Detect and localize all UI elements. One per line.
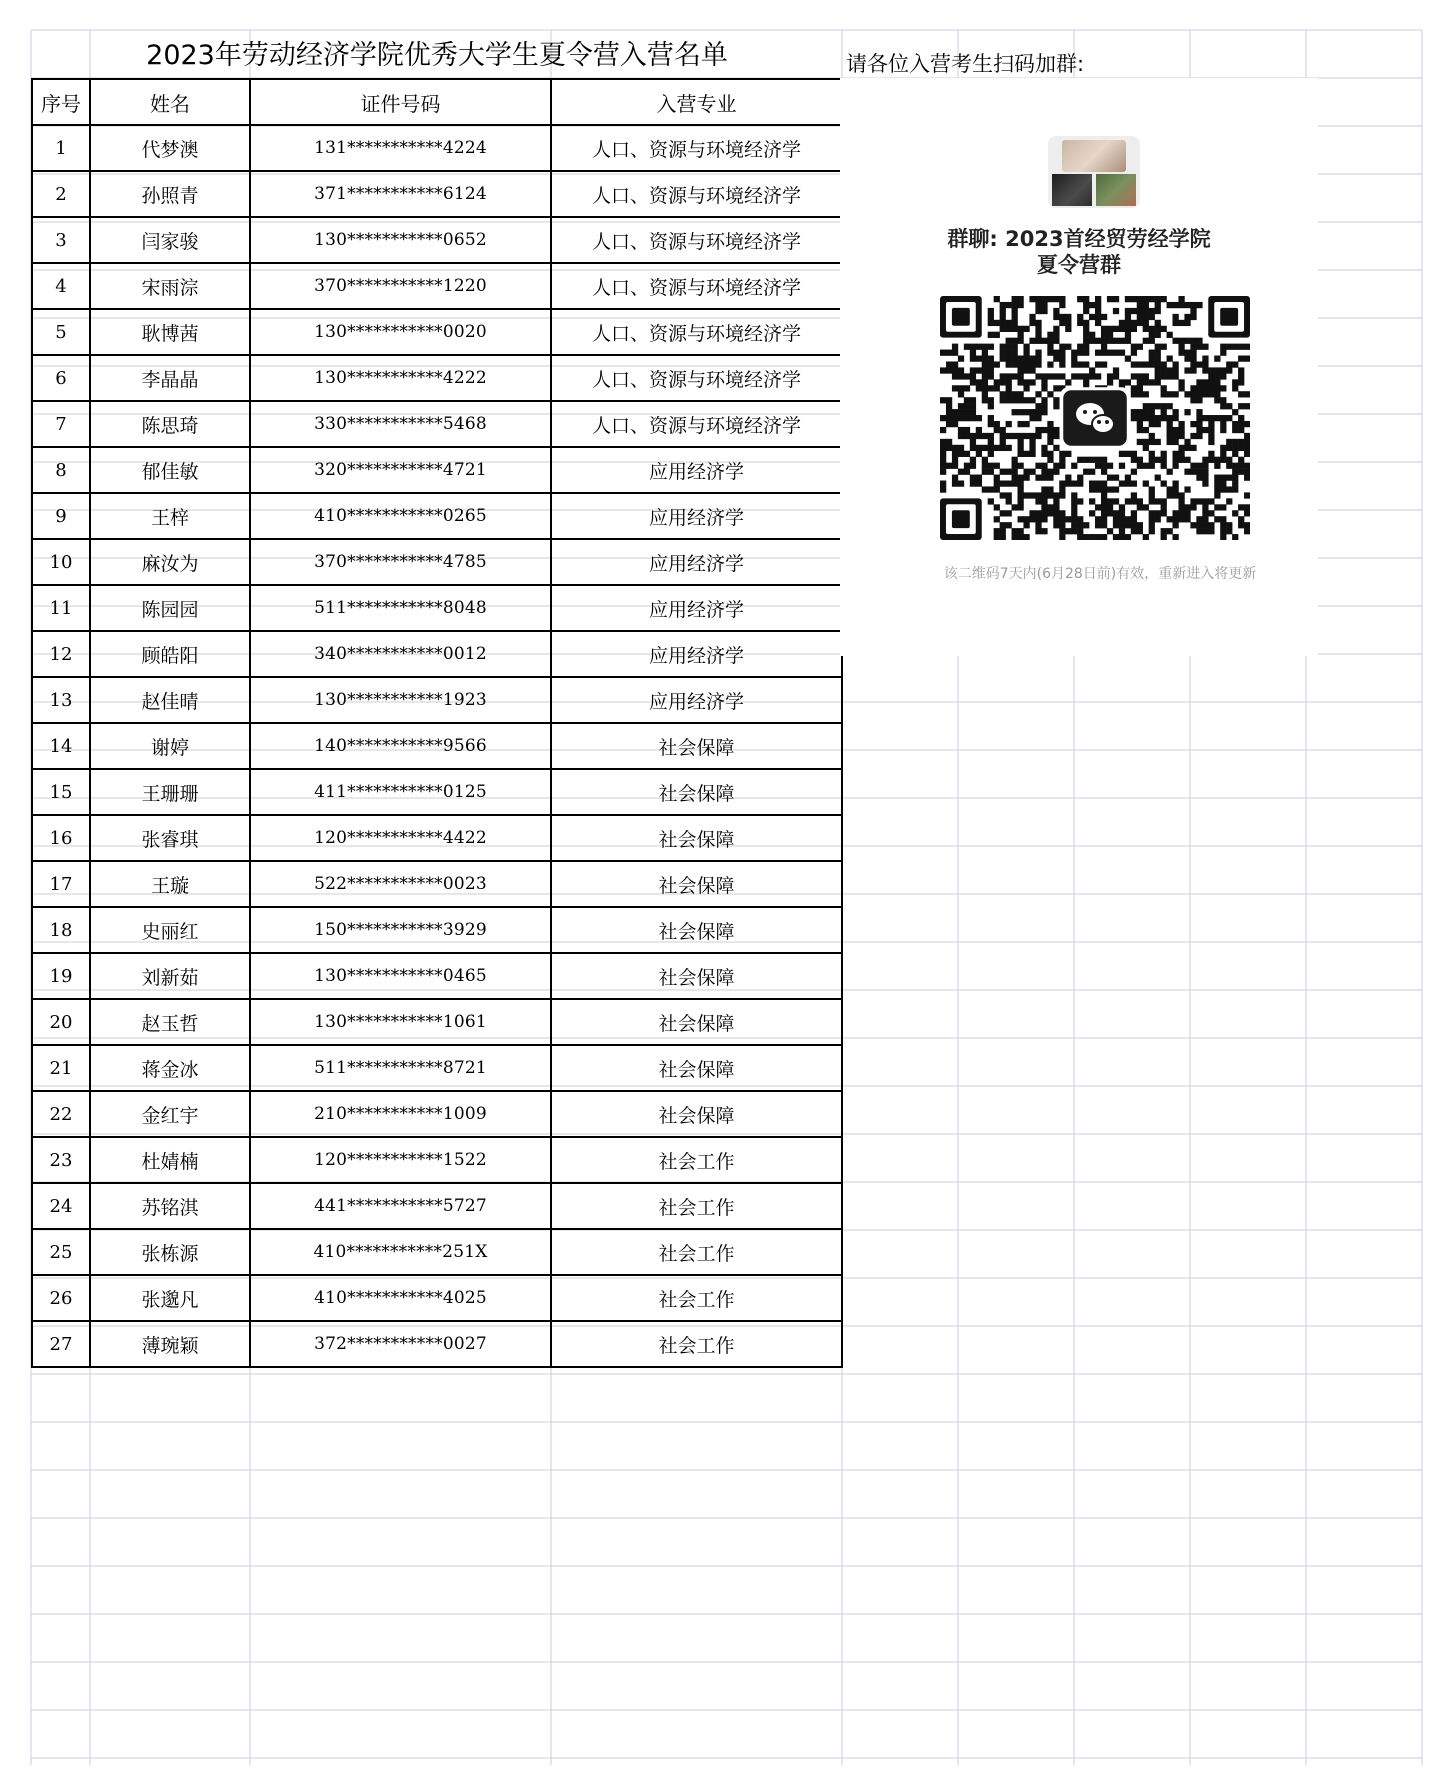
table-row bbox=[32, 1091, 842, 1137]
table-row bbox=[32, 401, 842, 447]
cell-index: 6 bbox=[32, 355, 90, 401]
cell-index: 11 bbox=[32, 585, 90, 631]
cell-id-number: 340***********0012 bbox=[250, 631, 551, 677]
cell-name: 陈思琦 bbox=[90, 401, 250, 447]
cell-name: 金红宇 bbox=[90, 1091, 250, 1137]
cell-major: 社会保障 bbox=[551, 769, 842, 815]
cell-index: 27 bbox=[32, 1321, 90, 1367]
table-row bbox=[32, 1183, 842, 1229]
cell-index: 4 bbox=[32, 263, 90, 309]
cell-id-number: 522***********0023 bbox=[250, 861, 551, 907]
cell-name: 张邈凡 bbox=[90, 1275, 250, 1321]
cell-id-number: 441***********5727 bbox=[250, 1183, 551, 1229]
cell-id-number: 330***********5468 bbox=[250, 401, 551, 447]
cell-major: 社会保障 bbox=[551, 861, 842, 907]
cell-major: 社会工作 bbox=[551, 1229, 842, 1275]
cell-index: 18 bbox=[32, 907, 90, 953]
qr-code[interactable] bbox=[940, 296, 1250, 540]
table-row bbox=[32, 769, 842, 815]
cell-major: 人口、资源与环境经济学 bbox=[551, 309, 842, 355]
cell-name: 顾皓阳 bbox=[90, 631, 250, 677]
table-row bbox=[32, 999, 842, 1045]
cell-major: 应用经济学 bbox=[551, 493, 842, 539]
group-avatar bbox=[1048, 136, 1140, 208]
cell-name: 薄琬颖 bbox=[90, 1321, 250, 1367]
cell-index: 24 bbox=[32, 1183, 90, 1229]
group-name-line1: 群聊: 2023首经贸劳经学院 bbox=[947, 227, 1211, 251]
cell-name: 麻汝为 bbox=[90, 539, 250, 585]
page-title: 2023年劳动经济学院优秀大学生夏令营入营名单 bbox=[146, 40, 728, 71]
cell-major: 人口、资源与环境经济学 bbox=[551, 217, 842, 263]
table-row bbox=[32, 447, 842, 493]
header-major: 入营专业 bbox=[551, 79, 842, 125]
table-row bbox=[32, 125, 842, 171]
cell-major: 人口、资源与环境经济学 bbox=[551, 171, 842, 217]
cell-index: 1 bbox=[32, 125, 90, 171]
cell-name: 宋雨淙 bbox=[90, 263, 250, 309]
table-header-row bbox=[32, 79, 842, 125]
cell-index: 5 bbox=[32, 309, 90, 355]
cell-name: 王珊珊 bbox=[90, 769, 250, 815]
cell-index: 22 bbox=[32, 1091, 90, 1137]
cell-index: 21 bbox=[32, 1045, 90, 1091]
cell-major: 应用经济学 bbox=[551, 631, 842, 677]
table-row bbox=[32, 953, 842, 999]
cell-major: 应用经济学 bbox=[551, 677, 842, 723]
cell-id-number: 130***********0652 bbox=[250, 217, 551, 263]
cell-index: 9 bbox=[32, 493, 90, 539]
cell-index: 16 bbox=[32, 815, 90, 861]
cell-major: 社会工作 bbox=[551, 1321, 842, 1367]
cell-name: 刘新茹 bbox=[90, 953, 250, 999]
cell-major: 人口、资源与环境经济学 bbox=[551, 401, 842, 447]
cell-id-number: 511***********8721 bbox=[250, 1045, 551, 1091]
cell-id-number: 131***********4224 bbox=[250, 125, 551, 171]
cell-name: 史丽红 bbox=[90, 907, 250, 953]
header-name: 姓名 bbox=[90, 79, 250, 125]
cell-index: 8 bbox=[32, 447, 90, 493]
cell-id-number: 130***********1061 bbox=[250, 999, 551, 1045]
cell-id-number: 320***********4721 bbox=[250, 447, 551, 493]
cell-id-number: 410***********4025 bbox=[250, 1275, 551, 1321]
cell-major: 人口、资源与环境经济学 bbox=[551, 125, 842, 171]
table-row bbox=[32, 355, 842, 401]
cell-id-number: 130***********0465 bbox=[250, 953, 551, 999]
cell-index: 19 bbox=[32, 953, 90, 999]
cell-name: 陈园园 bbox=[90, 585, 250, 631]
cell-major: 社会保障 bbox=[551, 953, 842, 999]
cell-index: 2 bbox=[32, 171, 90, 217]
cell-index: 17 bbox=[32, 861, 90, 907]
cell-id-number: 410***********251X bbox=[250, 1229, 551, 1275]
header-index: 序号 bbox=[32, 79, 90, 125]
cell-id-number: 410***********0265 bbox=[250, 493, 551, 539]
cell-id-number: 130***********1923 bbox=[250, 677, 551, 723]
cell-name: 耿博茜 bbox=[90, 309, 250, 355]
group-name bbox=[840, 226, 1318, 278]
cell-id-number: 511***********8048 bbox=[250, 585, 551, 631]
cell-name: 张睿琪 bbox=[90, 815, 250, 861]
cell-name: 杜婧楠 bbox=[90, 1137, 250, 1183]
cell-id-number: 370***********1220 bbox=[250, 263, 551, 309]
cell-id-number: 372***********0027 bbox=[250, 1321, 551, 1367]
cell-name: 赵玉哲 bbox=[90, 999, 250, 1045]
cell-major: 社会工作 bbox=[551, 1275, 842, 1321]
cell-id-number: 150***********3929 bbox=[250, 907, 551, 953]
cell-major: 社会保障 bbox=[551, 815, 842, 861]
cell-name: 蒋金冰 bbox=[90, 1045, 250, 1091]
cell-index: 3 bbox=[32, 217, 90, 263]
roster-table bbox=[31, 78, 843, 1368]
cell-index: 15 bbox=[32, 769, 90, 815]
qr-validity-note: 该二维码7天内(6月28日前)有效，重新进入将更新 bbox=[943, 566, 1257, 582]
cell-id-number: 140***********9566 bbox=[250, 723, 551, 769]
cell-major: 社会保障 bbox=[551, 1091, 842, 1137]
table-row bbox=[32, 217, 842, 263]
cell-id-number: 371***********6124 bbox=[250, 171, 551, 217]
group-name-line2: 夏令营群 bbox=[1037, 253, 1121, 277]
cell-name: 王梓 bbox=[90, 493, 250, 539]
table-row bbox=[32, 493, 842, 539]
cell-major: 应用经济学 bbox=[551, 447, 842, 493]
cell-index: 26 bbox=[32, 1275, 90, 1321]
table-row bbox=[32, 171, 842, 217]
cell-major: 社会保障 bbox=[551, 1045, 842, 1091]
cell-id-number: 120***********1522 bbox=[250, 1137, 551, 1183]
cell-major: 应用经济学 bbox=[551, 539, 842, 585]
cell-major: 人口、资源与环境经济学 bbox=[551, 263, 842, 309]
cell-id-number: 370***********4785 bbox=[250, 539, 551, 585]
cell-id-number: 411***********0125 bbox=[250, 769, 551, 815]
cell-major: 应用经济学 bbox=[551, 585, 842, 631]
cell-name: 闫家骏 bbox=[90, 217, 250, 263]
cell-major: 社会保障 bbox=[551, 723, 842, 769]
table-row bbox=[32, 585, 842, 631]
cell-index: 10 bbox=[32, 539, 90, 585]
qr-card bbox=[840, 78, 1318, 656]
cell-name: 张栋源 bbox=[90, 1229, 250, 1275]
cell-index: 7 bbox=[32, 401, 90, 447]
cell-id-number: 130***********4222 bbox=[250, 355, 551, 401]
cell-id-number: 130***********0020 bbox=[250, 309, 551, 355]
table-row bbox=[32, 723, 842, 769]
table-row bbox=[32, 263, 842, 309]
cell-major: 社会保障 bbox=[551, 907, 842, 953]
table-row bbox=[32, 1229, 842, 1275]
cell-index: 20 bbox=[32, 999, 90, 1045]
table-row bbox=[32, 907, 842, 953]
cell-id-number: 210***********1009 bbox=[250, 1091, 551, 1137]
cell-name: 李晶晶 bbox=[90, 355, 250, 401]
table-row bbox=[32, 539, 842, 585]
scan-instruction: 请各位入营考生扫码加群: bbox=[846, 52, 1085, 76]
table-row bbox=[32, 677, 842, 723]
cell-name: 谢婷 bbox=[90, 723, 250, 769]
cell-index: 14 bbox=[32, 723, 90, 769]
table-row bbox=[32, 1321, 842, 1367]
cell-index: 13 bbox=[32, 677, 90, 723]
cell-name: 孙照青 bbox=[90, 171, 250, 217]
table-row bbox=[32, 1275, 842, 1321]
cell-major: 社会保障 bbox=[551, 999, 842, 1045]
cell-name: 郁佳敏 bbox=[90, 447, 250, 493]
table-row bbox=[32, 309, 842, 355]
table-row bbox=[32, 631, 842, 677]
cell-id-number: 120***********4422 bbox=[250, 815, 551, 861]
table-row bbox=[32, 815, 842, 861]
cell-name: 苏铭淇 bbox=[90, 1183, 250, 1229]
cell-index: 12 bbox=[32, 631, 90, 677]
header-id-number: 证件号码 bbox=[250, 79, 551, 125]
cell-major: 社会工作 bbox=[551, 1137, 842, 1183]
cell-index: 25 bbox=[32, 1229, 90, 1275]
cell-name: 代梦澳 bbox=[90, 125, 250, 171]
table-row bbox=[32, 1137, 842, 1183]
cell-name: 赵佳晴 bbox=[90, 677, 250, 723]
table-row bbox=[32, 861, 842, 907]
cell-name: 王璇 bbox=[90, 861, 250, 907]
cell-major: 人口、资源与环境经济学 bbox=[551, 355, 842, 401]
cell-major: 社会工作 bbox=[551, 1183, 842, 1229]
cell-index: 23 bbox=[32, 1137, 90, 1183]
table-row bbox=[32, 1045, 842, 1091]
